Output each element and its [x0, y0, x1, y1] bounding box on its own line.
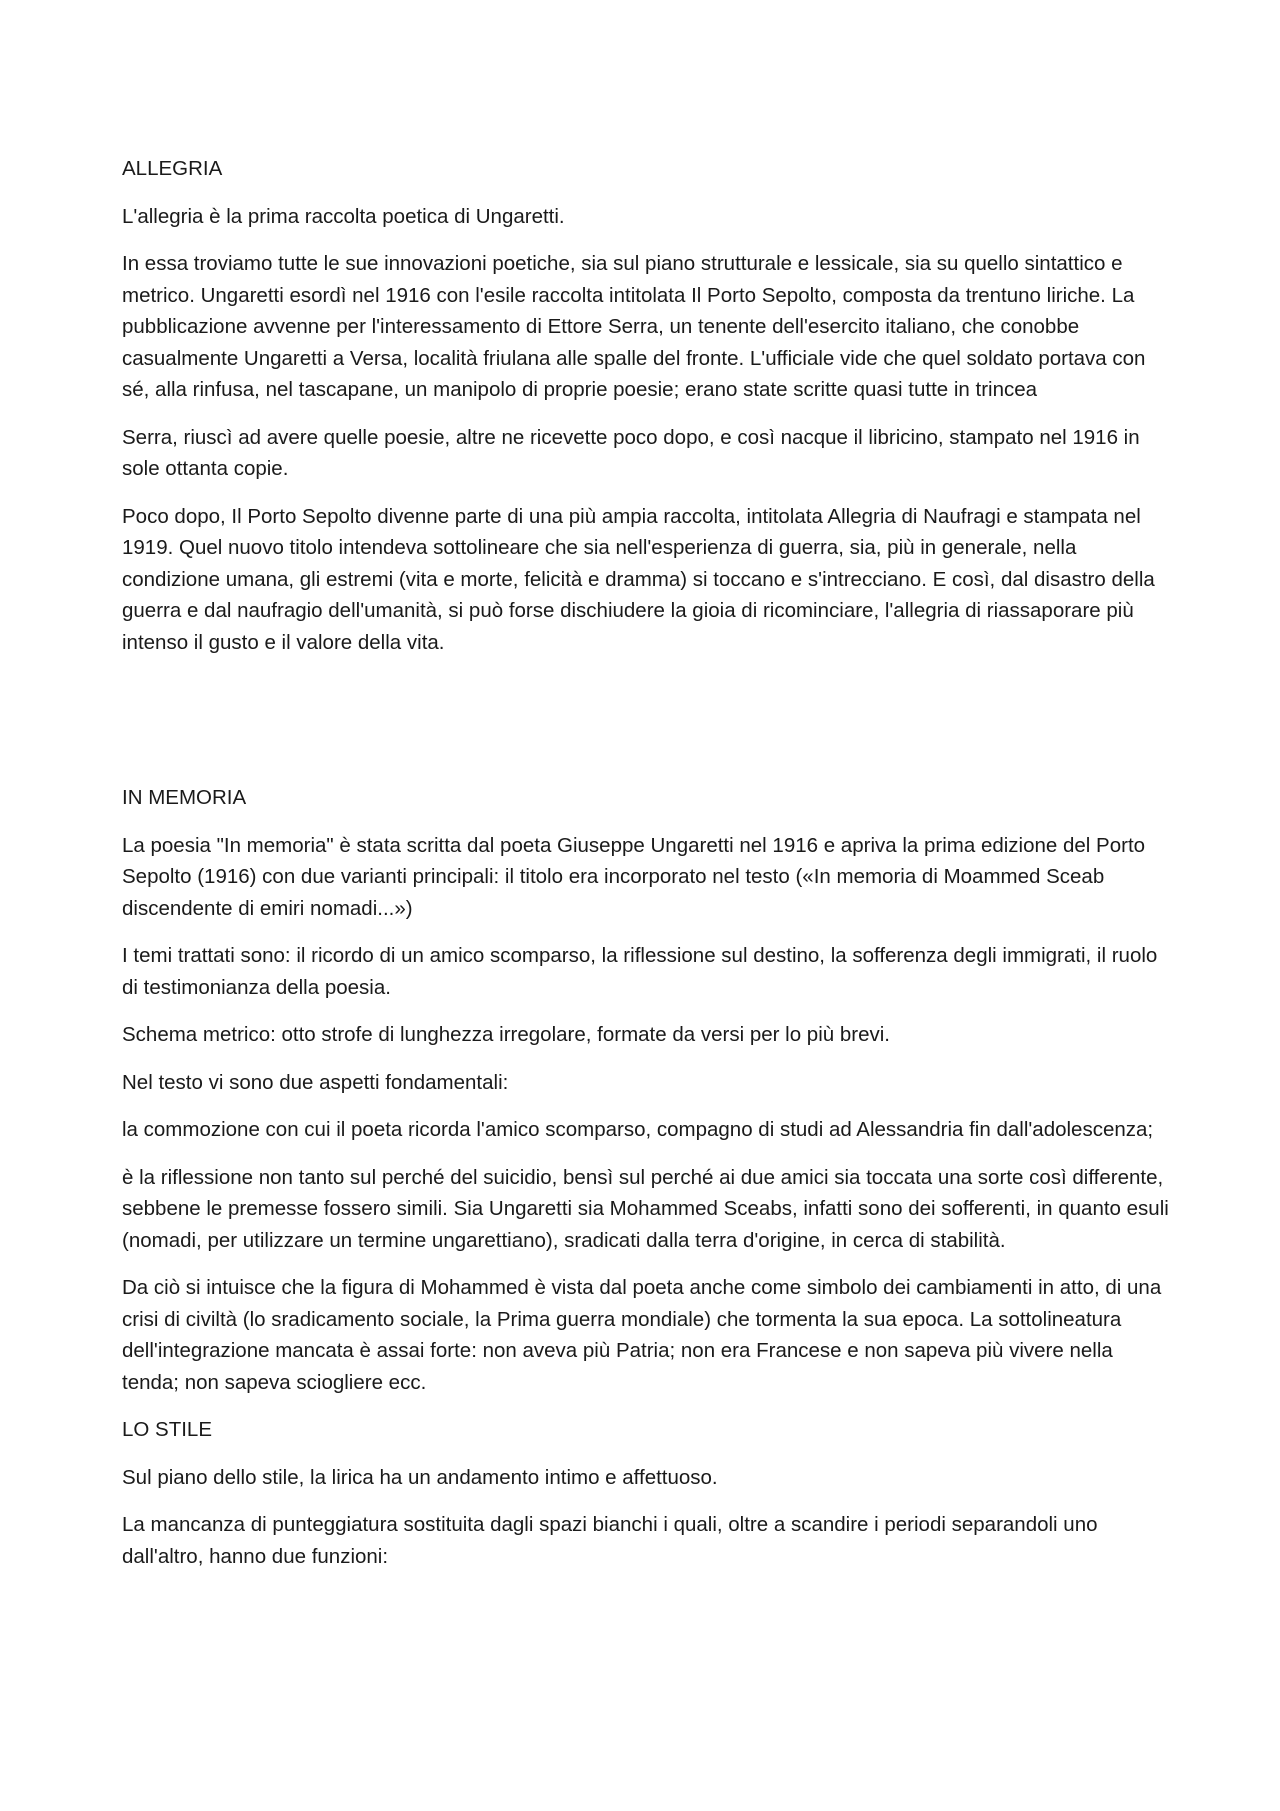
section-heading-in-memoria: IN MEMORIA [122, 786, 247, 809]
paragraph: la commozione con cui il poeta ricorda l'amico scomparso, compagno di studi ad Alessandria fin dall'adolescenza; [122, 1118, 1154, 1141]
paragraph: L'allegria è la prima raccolta poetica di Ungaretti. [122, 204, 565, 228]
paragraph: Sul piano dello stile, la lirica ha un andamento intimo e affettuoso. [122, 1465, 718, 1489]
paragraph: La mancanza di punteggiatura sostituita dagli spazi bianchi i quali, oltre a scandire i periodi separandoli uno dall'altro, hanno due funzioni: [122, 1513, 1098, 1568]
section-heading-lo-stile: LO STILE [122, 1418, 213, 1441]
paragraph: Da ciò si intuisce che la figura di Mohammed è vista dal poeta anche come simbolo dei cambiamenti in atto, di una crisi di civiltà (lo sradicamento sociale, la Prima guerra mondiale) che tormenta la sua epoca. La sottolineatura dell'integrazione mancata è assai forte: non aveva più Patria; non era Francese e non sapeva più vivere nella tenda; non sapeva sciogliere ecc. [122, 1276, 1162, 1394]
section-spacer [122, 674, 1172, 782]
document-body [122, 153, 1172, 1588]
paragraph: Serra, riuscì ad avere quelle poesie, altre ne ricevette poco dopo, e così nacque il libricino, stampato nel 1916 in sole ottanta copie. [122, 425, 1140, 480]
paragraph: In essa troviamo tutte le sue innovazioni poetiche, sia sul piano strutturale e lessicale, sia su quello sintattico e metrico. Ungaretti esordì nel 1916 con l'esile raccolta intitolata Il Porto Sepolto, composta da trentuno liriche. La pubblicazione avvenne per l'interessamento di Ettore Serra, un tenente dell'esercito italiano, che conobbe casualmente Ungaretti a Versa, località friulana alle spalle del fronte. L'ufficiale vide che quel soldato portava con sé, alla rinfusa, nel tascapane, un manipolo di proprie poesie; erano state scritte quasi tutte in trincea [122, 252, 1146, 401]
paragraph: Schema metrico: otto strofe di lunghezza irregolare, formate da versi per lo più brevi. [122, 1023, 890, 1046]
paragraph: è la riflessione non tanto sul perché del suicidio, bensì sul perché ai due amici sia toccata una sorte così differente, sebbene le premesse fossero simili. Sia Ungaretti sia Mohammed Sceabs, infatti sono dei sofferenti, in quanto esuli (nomadi, per utilizzare un termine ungarettiano), sradicati dalla terra d'origine, in cerca di stabilità. [122, 1165, 1169, 1252]
paragraph: I temi trattati sono: il ricordo di un amico scomparso, la riflessione sul destino, la sofferenza degli immigrati, il ruolo di testimonianza della poesia. [122, 944, 1158, 999]
section-heading-allegria: ALLEGRIA [122, 157, 223, 180]
paragraph: La poesia "In memoria" è stata scritta dal poeta Giuseppe Ungaretti nel 1916 e apriva la prima edizione del Porto Sepolto (1916) con due varianti principali: il titolo era incorporato nel testo («In memoria di Moammed Sceab discendente di emiri nomadi...») [122, 833, 1146, 920]
paragraph: Nel testo vi sono due aspetti fondamentali: [122, 1070, 509, 1094]
paragraph: Poco dopo, Il Porto Sepolto divenne parte di una più ampia raccolta, intitolata Allegria di Naufragi e stampata nel 1919. Quel nuovo titolo intendeva sottolineare che sia nell'esperienza di guerra, sia, più in generale, nella condizione umana, gli estremi (vita e morte, felicità e dramma) si toccano e s'intrecciano. E così, dal disastro della guerra e dal naufragio dell'umanità, si può forse dischiudere la gioia di ricominciare, l'allegria di riassaporare più intenso il gusto e il valore della vita. [122, 504, 1155, 654]
